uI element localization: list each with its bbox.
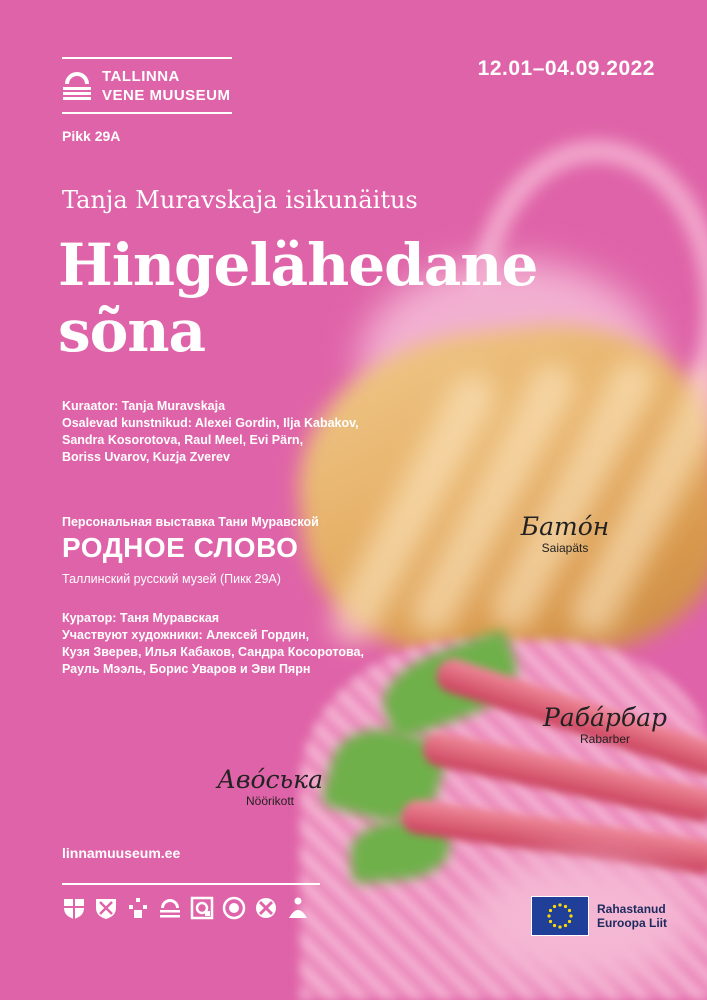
eu-flag-icon [531,896,589,936]
subtitle-russian: Персональная выставка Тани Муравской [62,515,319,529]
word-rabarbar: Раба́рбар [542,703,668,732]
artists-russian-line3: Рауль Мээль, Борис Уваров и Эви Пярн [62,662,311,676]
eu-funding-line1: Rahastanud [597,902,666,916]
credits-estonian [62,398,359,466]
word-label-rabarbar [530,703,680,746]
curator-estonian: Kuraator: Tanja Muravskaja [62,399,226,413]
museum-shield-icon [62,896,86,920]
camera-icon [190,896,214,920]
museum-address: Pikk 29A [62,128,121,144]
word-label-avoska [200,765,340,808]
word-avoska: Аво́ська [217,765,323,794]
artists-russian-line2: Кузя Зверев, Илья Кабаков, Сандра Косоротова, [62,645,364,659]
title-russian: РОДНОЕ СЛОВО [62,532,299,563]
exhibition-dates: 12.01–04.09.2022 [477,57,655,80]
icons-rule [62,883,320,885]
museum-name-line1: TALLINNA [102,68,180,85]
artists-estonian-line2: Sandra Kosorotova, Raul Meel, Evi Pärn, [62,433,304,447]
logo-top-rule [62,57,232,59]
word-baton: Бато́н [520,512,610,541]
eu-funding [531,896,667,936]
website-link[interactable]: linnamuuseum.ee [62,845,181,861]
artists-estonian-line1: Osalevad kunstnikud: Alexei Gordin, Ilja Kabakov, [62,416,359,430]
translation-noorikott: Nöörikott [245,794,295,808]
title-estonian [58,232,537,364]
figure-icon [286,896,310,920]
title-line2: sõna [58,297,206,365]
heraldic-cross-icon [94,896,118,920]
museum-logo-icon [62,70,92,102]
word-label-baton [500,512,630,555]
museum-name[interactable] [102,67,231,105]
eu-funding-text [597,902,667,930]
place-russian: Таллинский русский музей (Пикк 29А) [62,572,281,586]
artists-estonian-line3: Boriss Uvarov, Kuzja Zverev [62,450,230,464]
credits-russian [62,610,364,678]
title-line1: Hingelähedane [58,231,538,299]
museum-name-line2: VENE MUUSEUM [102,87,231,104]
eu-funding-line2: Euroopa Liit [597,916,667,930]
artists-russian-line1: Участвуют художники: Алексей Гордин, [62,628,310,642]
translation-saiapats: Saiapäts [541,541,589,555]
museum-icons-row [62,896,310,920]
circle-target-icon [222,896,246,920]
translation-rabarber: Rabarber [579,732,631,746]
curator-russian: Куратор: Таня Муравская [62,611,220,625]
logo-bottom-rule [62,112,232,114]
subtitle-estonian: Tanja Muravskaja isikunäitus [62,186,418,214]
crossed-circle-icon [254,896,278,920]
tower-icon [126,896,150,920]
dome-icon [158,896,182,920]
